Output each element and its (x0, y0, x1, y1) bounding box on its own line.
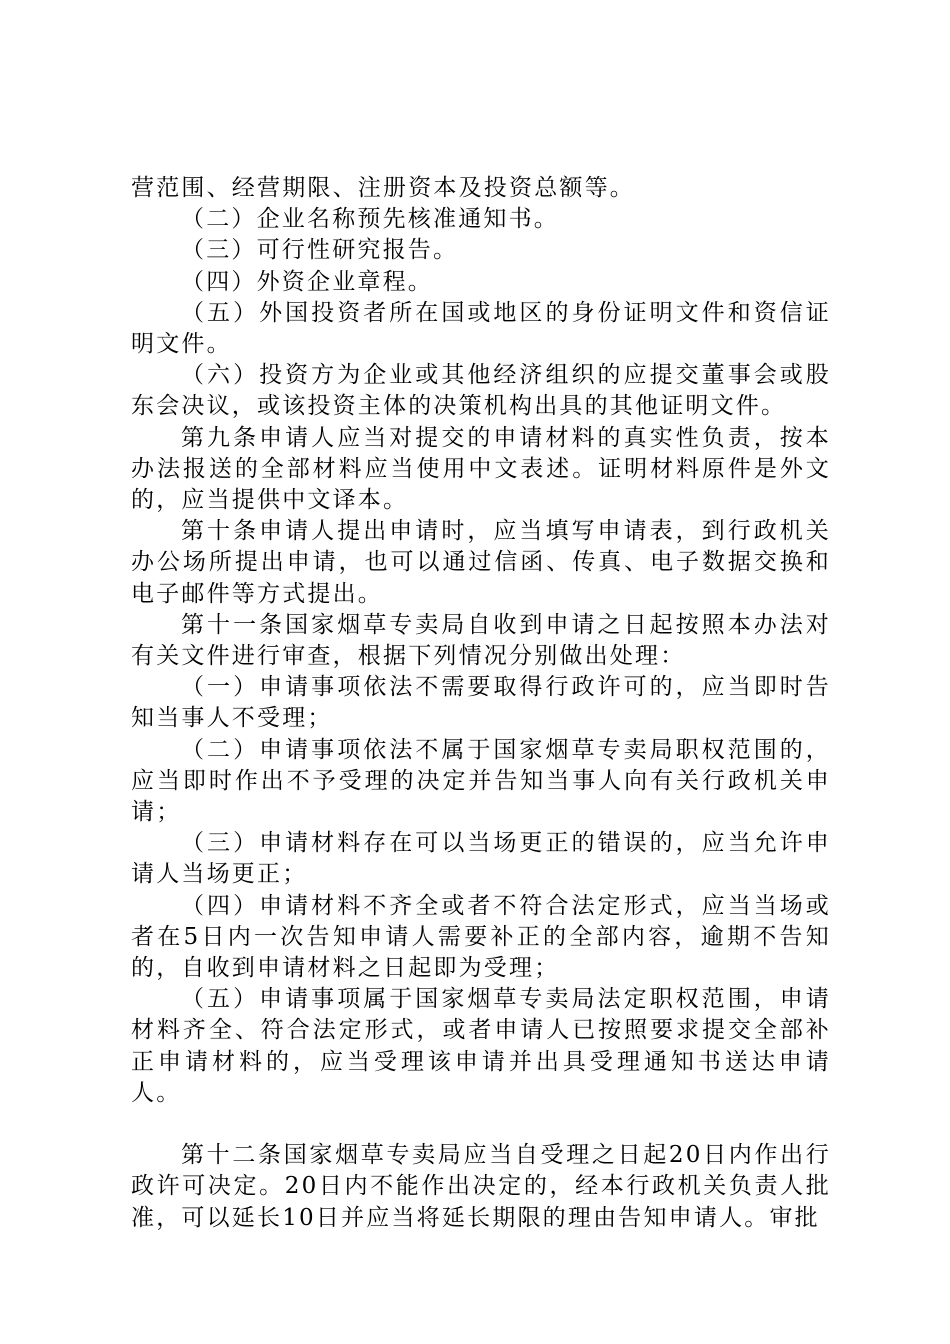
document-body (131, 173, 831, 1234)
paragraph-item-3-feasibility: （三）可行性研究报告。 (181, 237, 459, 264)
paragraph-scope-continuation: 营范围、经营期限、注册资本及投资总额等。 (131, 175, 635, 201)
paragraph-article-10: 第十条申请人提出申请时，应当填写申请表，到行政机关办公场所提出申请，也可以通过信函、传真、电子数据交换和电子邮件等方式提出。 (131, 518, 831, 607)
paragraph-item-6-resolution: （六）投资方为企业或其他经济组织的应提交董事会或股东会决议，或该投资主体的决策机构出具的其他证明文件。 (131, 362, 831, 420)
paragraph-article-11-item-5: （五）申请事项属于国家烟草专卖局法定职权范围，申请材料齐全、符合法定形式，或者申请人已按照要求提交全部补正申请材料的，应当受理该申请并出具受理通知书送达申请人。 (131, 986, 831, 1106)
paragraph-article-11-item-3: （三）申请材料存在可以当场更正的错误的，应当允许申请人当场更正； (131, 830, 831, 888)
paragraph-article-11-item-2: （二）申请事项依法不属于国家烟草专卖局职权范围的，应当即时作出不予受理的决定并告知当事人向有关行政机关申请； (131, 736, 831, 826)
paragraph-article-9: 第九条申请人应当对提交的申请材料的真实性负责，按本办法报送的全部材料应当使用中文表述。证明材料原件是外文的，应当提供中文译本。 (131, 424, 831, 514)
paragraph-article-12: 第十二条国家烟草专卖局应当自受理之日起20日内作出行政许可决定。20日内不能作出决定的，经本行政机关负责人批准，可以延长10日并应当将延长期限的理由告知申请人。审批 (131, 1142, 831, 1231)
paragraph-item-4-articles: （四）外资企业章程。 (181, 268, 433, 295)
paragraph-article-11-item-4: （四）申请材料不齐全或者不符合法定形式，应当当场或者在5日内一次告知申请人需要补正的全部内容，逾期不告知的，自收到申请材料之日起即为受理； (131, 892, 831, 982)
paragraph-item-5-identity: （五）外国投资者所在国或地区的身份证明文件和资信证明文件。 (131, 299, 831, 358)
paragraph-article-11: 第十一条国家烟草专卖局自收到申请之日起按照本办法对有关文件进行审查，根据下列情况分别做出处理： (131, 611, 831, 670)
paragraph-item-2-name-approval: （二）企业名称预先核准通知书。 (181, 206, 559, 233)
paragraph-article-11-item-1: （一）申请事项依法不需要取得行政许可的，应当即时告知当事人不受理； (131, 674, 831, 732)
